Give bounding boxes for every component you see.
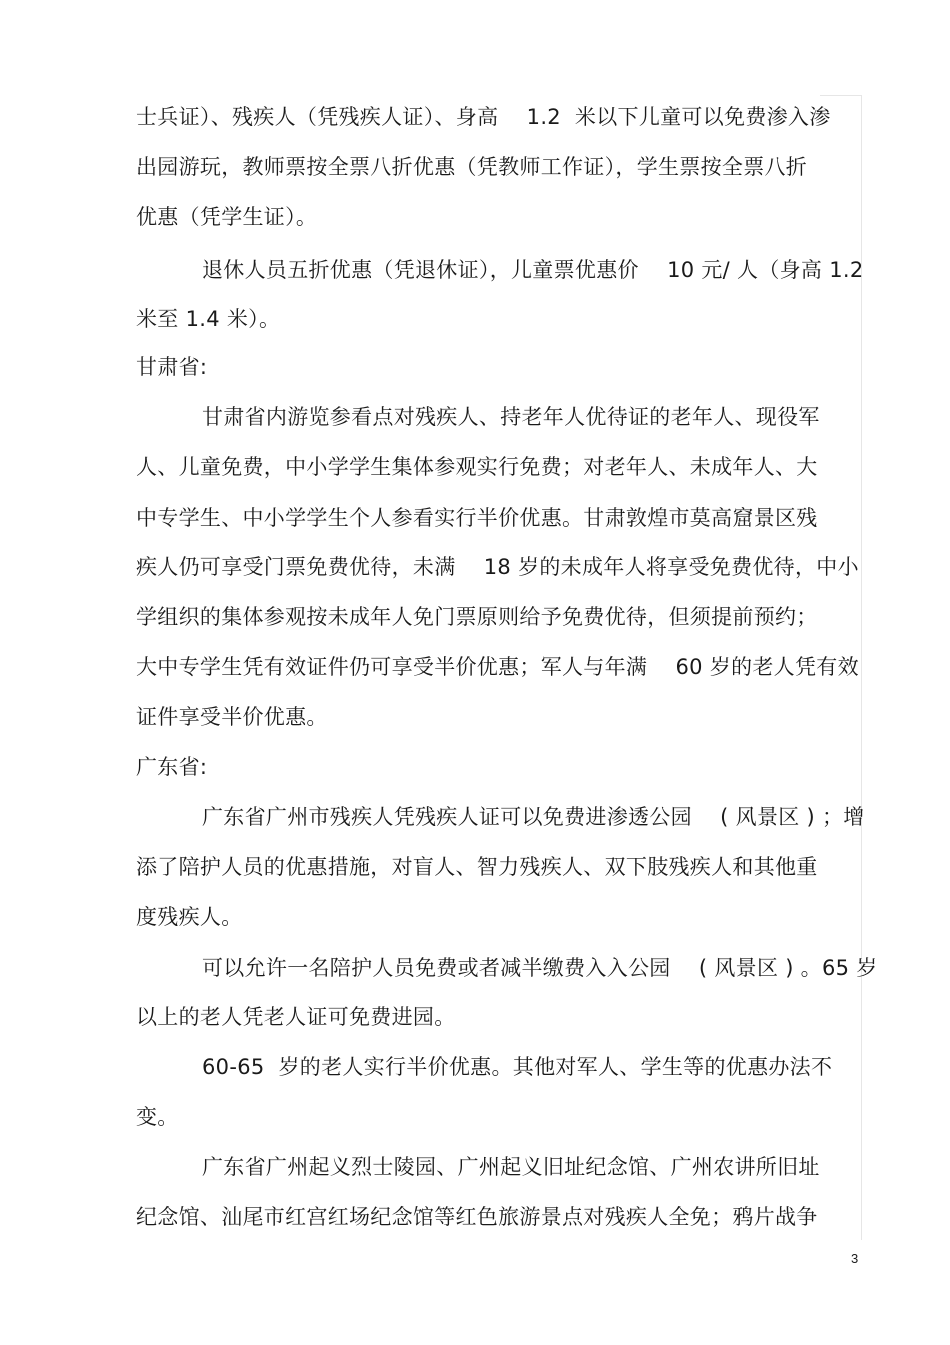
text-line: 60-65 岁的老人实行半价优惠。其他对军人、学生等的优惠办法不 <box>202 1055 833 1079</box>
text-line: 变。 <box>136 1105 179 1129</box>
text-line: 以上的老人凭老人证可免费进园。 <box>136 1005 456 1029</box>
section-heading-gansu: 甘肃省: <box>136 355 208 379</box>
text-line: 米至 1.4 米）。 <box>136 307 281 331</box>
text-line: 大中专学生凭有效证件仍可享受半价优惠；军人与年满 60 岁的老人凭有效 <box>136 655 859 679</box>
text-line: 证件享受半价优惠。 <box>136 705 328 729</box>
text-line: 出园游玩，教师票按全票八折优惠（凭教师工作证），学生票按全票八折 <box>136 155 808 179</box>
text-line: 学组织的集体参观按未成年人免门票原则给予免费优待，但须提前预约； <box>136 605 818 629</box>
text-line: 士兵证）、残疾人（凭残疾人证）、身高 1.2 米以下儿童可以免费渗入渗 <box>136 105 831 129</box>
text-line: 退休人员五折优惠（凭退休证），儿童票优惠价 10 元/ 人（身高 1.2 <box>202 258 864 282</box>
text-line: 度残疾人。 <box>136 905 243 929</box>
text-line: 优惠（凭学生证）。 <box>136 205 318 229</box>
page-frame-top <box>820 95 862 96</box>
text-line: 疾人仍可享受门票免费优待，未满 18 岁的未成年人将享受免费优待，中小 <box>136 555 859 579</box>
text-line: 甘肃省内游览参看点对残疾人、持老年人优待证的老年人、现役军 <box>202 405 820 429</box>
text-line: 广东省广州起义烈士陵园、广州起义旧址纪念馆、广州农讲所旧址 <box>202 1155 820 1179</box>
text-line: 可以允许一名陪护人员免费或者减半缴费入入公园 ( 风景区 ) 。65 岁 <box>202 956 878 980</box>
text-line: 纪念馆、汕尾市红宫红场纪念馆等红色旅游景点对残疾人全免；鸦片战争 <box>136 1205 818 1229</box>
text-line: 添了陪护人员的优惠措施，对盲人、智力残疾人、双下肢残疾人和其他重 <box>136 855 818 879</box>
text-line: 人、儿童免费，中小学学生集体参观实行免费；对老年人、未成年人、大 <box>136 455 818 479</box>
page-number: 3 <box>851 1251 859 1266</box>
section-heading-guangdong: 广东省: <box>136 755 208 779</box>
text-line: 中专学生、中小学学生个人参看实行半价优惠。甘肃敦煌市莫高窟景区残 <box>136 506 818 530</box>
text-line: 广东省广州市残疾人凭残疾人证可以免费进渗透公园 ( 风景区 ) ；增 <box>202 805 865 829</box>
